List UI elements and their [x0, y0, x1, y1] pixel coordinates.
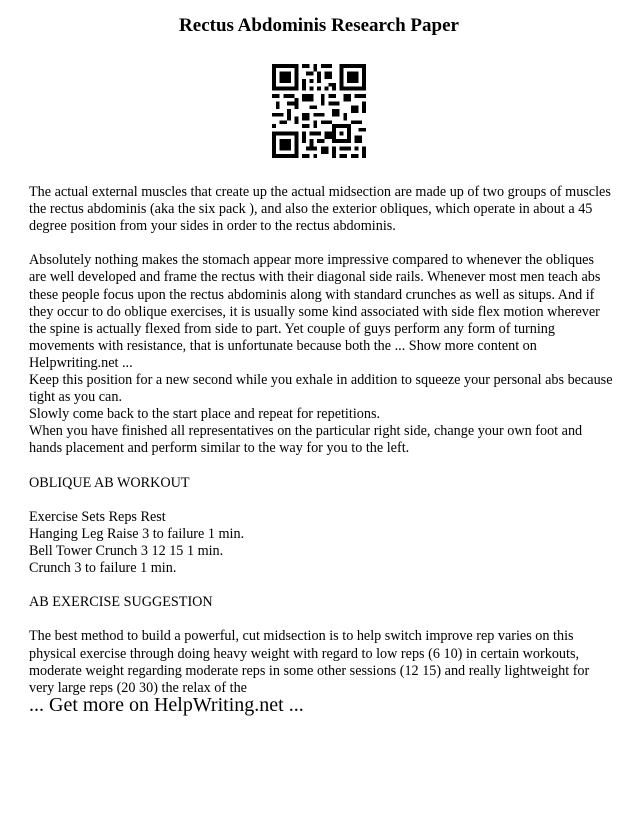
paragraph-obliques: Absolutely nothing makes the stomach appear more impressive compared to whenever the obliques are well developed and frame the rectus with their diagonal side rails. Whenever most men teach abs these people focus upon the rectus abdominis along with standard crunches as well as situps. And if they occur to do oblique exercises, it is usually some kind associated with side flex motion wherever the spine is actually flexed from side to part. Yet couple of guys perform any form of turning movements with resistance, that is unfortunate because both the ... Show more content on Helpwriting.net ...: [29, 252, 601, 371]
line-switch-sides: When you have finished all representatives on the particular right side, change your own foot and hands placement and perform similar to the way for you to the left.: [29, 423, 583, 457]
workout-line: Exercise Sets Reps Rest: [29, 508, 166, 525]
workout-line: Bell Tower Crunch 3 12 15 1 min.: [29, 542, 224, 559]
heading-oblique-workout: OBLIQUE AB WORKOUT: [29, 474, 190, 491]
workout-line: Crunch 3 to failure 1 min.: [29, 560, 177, 577]
paragraph-muscle-groups: The actual external muscles that create up the actual midsection are made up of two groups of muscles the rectus abdominis (aka the six pack ), and also the exterior obliques, which operate in about a 45 degree position from your sides in order to the rectus abdominis.: [29, 184, 611, 235]
heading-exercise-suggestion: AB EXERCISE SUGGESTION: [29, 594, 213, 611]
paragraph-rep-ranges: The best method to build a powerful, cut midsection is to help switch improve rep varies on this physical exercise through doing heavy weight with regard to low reps (6 10) in certain workouts, moderate weight regarding moderate reps in some other sessions (12 15) and really lightweight for very large reps (20 30) the relax of the: [29, 628, 590, 696]
get-more-link[interactable]: ... Get more on HelpWriting.net ...: [29, 694, 304, 716]
document-title: Rectus Abdominis Research Paper: [179, 15, 459, 36]
document-body: [29, 184, 613, 697]
workout-line: Hanging Leg Raise 3 to failure 1 min.: [29, 525, 245, 542]
line-keep-position: Keep this position for a new second while you exhale in addition to squeeze your personal abs because tight as you can.: [29, 372, 613, 406]
line-slowly-return: Slowly come back to the start place and repeat for repetitions.: [29, 406, 381, 423]
qr-code-icon: [272, 64, 366, 158]
